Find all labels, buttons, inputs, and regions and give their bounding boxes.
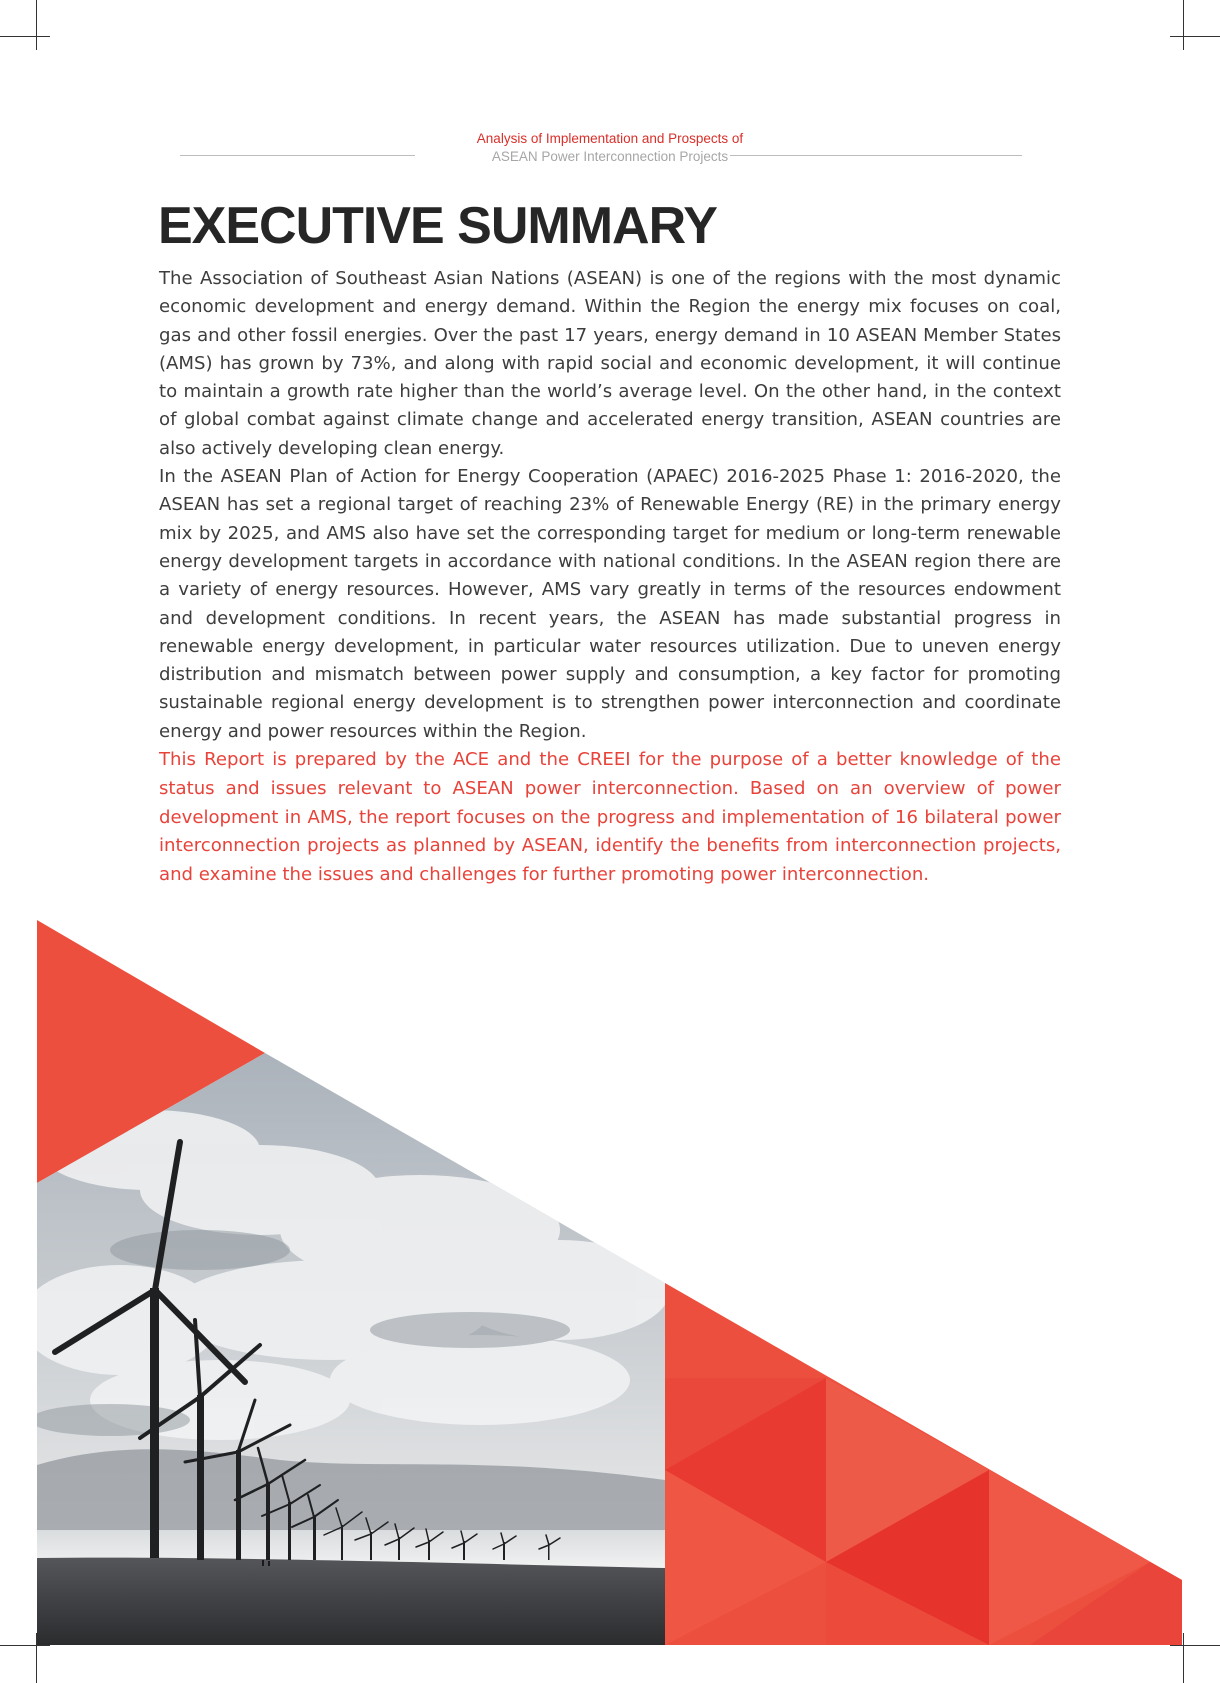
paragraph-intro: The Association of Southeast Asian Nations (ASEAN) is one of the regions with the most dynamic economic development and energy demand. Within the Region the energy mix focuses on coal, gas and other fossil energies. Over the past 17 years, energy demand in 10 ASEAN Member States (AMS) has grown by 73%, and along with rapid social and economic development, it will continue to maintain a growth rate higher than the world’s average level. On the other hand, in the context of global combat against climate change and accelerated energy transition, ASEAN countries are also actively developing clean energy. xyxy=(159,268,1061,459)
red-triangle-mosaic xyxy=(665,1283,1182,1645)
paragraph-apaec: In the ASEAN Plan of Action for Energy Cooperation (APAEC) 2016-2025 Phase 1: 2016-2020, the ASEAN has set a regional target of reaching 23% of Renewable Energy (RE) in the primary energy mix by 2025, and AMS also have set the corresponding target for medium or long-term renewable energy development targets in accordance with national conditions. In the ASEAN region there are a variety of energy resources. However, AMS vary greatly in terms of the resources endowment and development conditions. In recent years, the ASEAN has made substantial progress in renewable energy development, in particular water resources utilization. Due to uneven energy distribution and mismatch between power supply and consumption, a key factor for promoting sustainable regional energy development is to strengthen power interconnection and coordinate energy and power resources within the Region. xyxy=(159,466,1061,742)
running-header-subtitle: ASEAN Power Interconnection Projects xyxy=(491,149,729,164)
running-header-title: Analysis of Implementation and Prospects of xyxy=(476,131,744,146)
page-title: EXECUTIVE SUMMARY xyxy=(158,197,717,255)
paragraph-report-purpose: This Report is prepared by the ACE and the CREEI for the purpose of a better knowledge of the status and issues relevant to ASEAN power interconnection. Based on an overview of power development in AMS, the report focuses on the progress and implementation of 16 bilateral power interconnection projects as planned by ASEAN, identify the benefits from interconnection projects, and examine the issues and challenges for further promoting power interconnection. xyxy=(159,749,1061,886)
